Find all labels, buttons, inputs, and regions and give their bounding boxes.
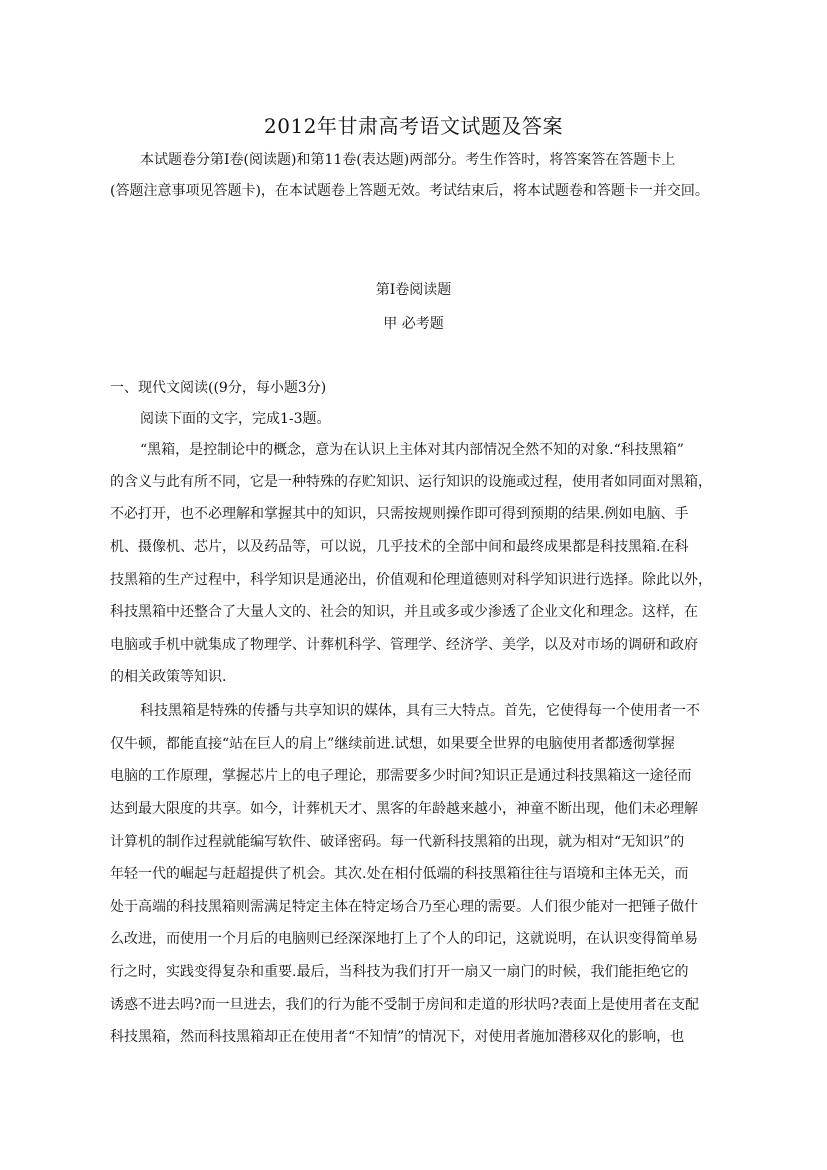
intro-line-1: 本试题卷分第Ⅰ卷(阅读题)和第11卷(表达题)两部分。考生作答时，将答案答在答题卡上 bbox=[140, 152, 676, 168]
passage-line: 电脑或手机中就集成了物理学、计葬机科学、管理学、经济学、美学，以及对市场的调研和政府 bbox=[110, 637, 698, 653]
passage-line: 科技黑箱中还整合了大量人文的、社会的知识，并且或多或少渗透了企业文化和理念。这样，在 bbox=[110, 604, 698, 620]
question-heading: 一、现代文阅读((9分，每小题3分) bbox=[110, 380, 327, 396]
passage-line: 么改进，而使用一个月后的电脑则已经深深地打上了个人的印记，这就说明，在认识变得简单易 bbox=[110, 931, 698, 947]
passage-line: 计算机的制作过程就能编写软件、破译密码。每一代新科技黑箱的出现，就为相对“无知识”的 bbox=[110, 834, 685, 850]
document-title: 2012年甘肃高考语文试题及答案 bbox=[264, 114, 563, 138]
reading-instruction: 阅读下面的文字，完成1-3题。 bbox=[140, 411, 331, 427]
section-heading: 第Ⅰ卷阅读题 bbox=[375, 282, 452, 298]
passage-line: 的含义与此有所不同，它是一种特殊的存贮知识、运行知识的设施或过程，使用者如同面对黑箱， bbox=[110, 474, 712, 490]
intro-line-2: (答题注意事项见答题卡)，在本试题卷上答题无效。考试结束后，将本试题卷和答题卡一并交回。 bbox=[110, 183, 709, 199]
passage-line: 仅牛顿，都能直接“站在巨人的肩上”继续前进.试想，如果要全世界的电脑使用者都透彻掌握 bbox=[110, 736, 675, 752]
passage-line: 处于高端的科技黑箱则需满足特定主体在特定场合乃至心理的需要。人们很少能对一把锤子做什 bbox=[110, 899, 698, 915]
passage-line: 技黑箱的生产过程中，科学知识是通泌出，价值观和伦理道德则对科学知识进行选择。除此以外， bbox=[110, 572, 712, 588]
subsection-heading: 甲 必考题 bbox=[383, 316, 444, 332]
passage-line: 不必打开，也不必理解和掌握其中的知识，只需按规则操作即可得到预期的结果.例如电脑、手 bbox=[110, 506, 689, 522]
passage-line: 科技黑箱是特殊的传播与共享知识的媒体，具有三大特点。首先，它使得每一个使用者一不 bbox=[140, 703, 700, 719]
passage-line: 年轻一代的崛起与赶超提供了机会。其次.处在相付低端的科技黑箱往往与语境和主体无关，而 bbox=[110, 866, 689, 882]
passage-line: “黑箱，是控制论中的概念，意为在认识上主体对其内部情况全然不知的对象.“科技黑箱” bbox=[140, 442, 684, 458]
passage-line: 行之时，实践变得复杂和重要.最后，当科技为我们打开一扇又一扇门的时候，我们能拒绝它的 bbox=[110, 964, 689, 980]
passage-line: 机、摄像机、芯片，以及药品等，可以说，几乎技术的全部中间和最终成果都是科技黑箱.在科 bbox=[110, 539, 689, 555]
passage-line: 电脑的工作原理，掌握芯片上的电子理论，那需要多少时间?知识正是通过科技黑箱这一途径而 bbox=[110, 768, 692, 784]
passage-line: 达到最大限度的共享。如今，计葬机天才、黑客的年龄越来越小，神童不断出现，他们未必理解 bbox=[110, 801, 698, 817]
passage-line: 科技黑箱，然而科技黑箱却正在使用者“不知情”的情况下，对使用者施加潜移双化的影响，也 bbox=[110, 1029, 685, 1045]
passage-line: 诱惑不进去吗?而一旦进去，我们的行为能不受制于房间和走道的形状吗?表面上是使用者在支配 bbox=[110, 997, 700, 1013]
passage-line: 的相关政策等知识. bbox=[110, 669, 227, 685]
